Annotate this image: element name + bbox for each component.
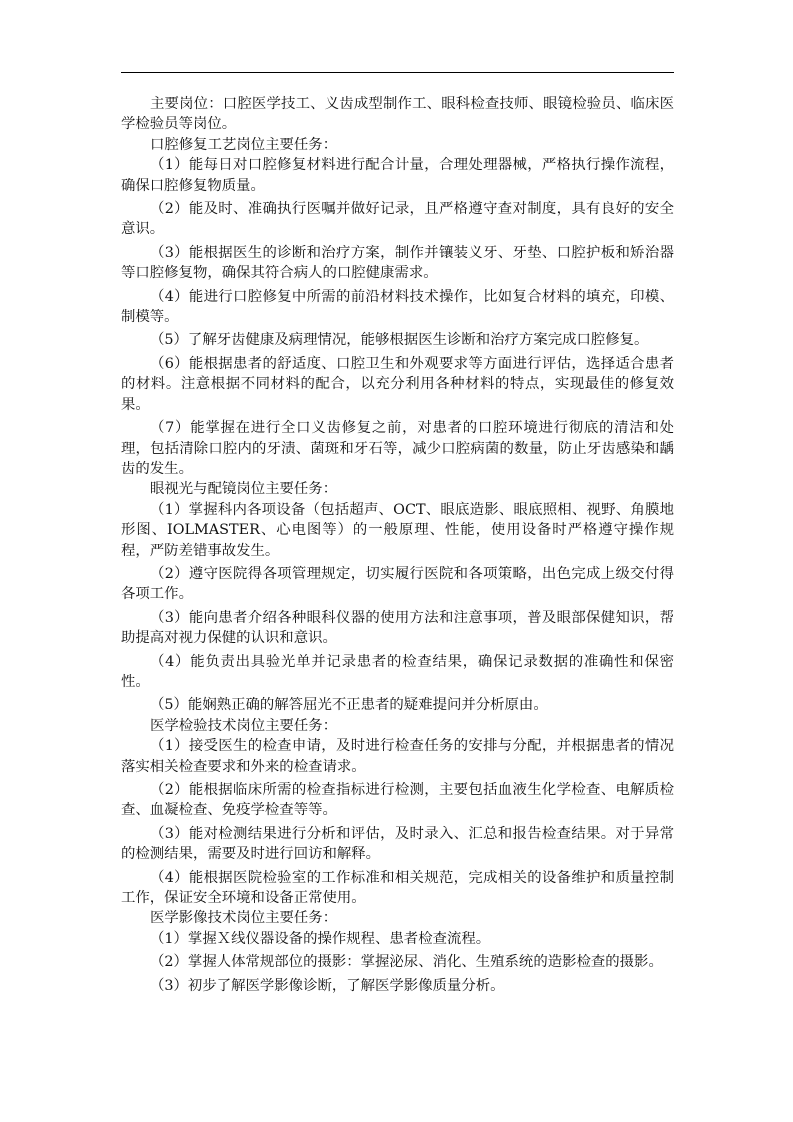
- dental-task-2: （2）能及时、准确执行医嘱并做好记录，且严格遵守查对制度，具有良好的安全意识。: [121, 201, 674, 238]
- imaging-task-3: （3）初步了解医学影像诊断，了解医学影像质量分析。: [150, 977, 505, 994]
- intro-paragraph: 主要岗位：口腔医学技工、义齿成型制作工、眼科检查技师、眼镜检验员、临床医学检验员等岗位。: [121, 96, 674, 133]
- dental-task-7: （7）能掌握在进行全口义齿修复之前，对患者的口腔环境进行彻底的清洁和处理，包括清除口腔内的牙渍、菌斑和牙石等，减少口腔病菌的数量，防止牙齿感染和龋齿的发生。: [121, 420, 674, 477]
- optometry-task-3: （3）能向患者介绍各种眼科仪器的使用方法和注意事项，普及眼部保健知识，帮助提高对视力保健的认识和意识。: [121, 609, 674, 647]
- lab-task-1: （1）接受医生的检查申请，及时进行检查任务的安排与分配，并根据患者的情况落实相关检查要求和外来的检查请求。: [121, 738, 674, 775]
- optometry-task-5: （5）能娴熟正确的解答屈光不正患者的疑难提问并分析原由。: [150, 697, 548, 714]
- header-rule: [121, 72, 674, 73]
- dental-task-5: （5）了解牙齿健康及病理情况，能够根据医生诊断和治疗方案完成口腔修复。: [150, 332, 649, 349]
- optometry-task-2: （2）遵守医院得各项管理规定，切实履行医院和各项策略，出色完成上级交付得各项工作。: [121, 565, 674, 603]
- section-heading-dental: 口腔修复工艺岗位主要任务：: [150, 136, 338, 153]
- dental-task-1: （1）能每日对口腔修复材料进行配合计量，合理处理器械，严格执行操作流程，确保口腔修复物质量。: [121, 157, 674, 194]
- lab-task-4: （4）能根据医院检验室的工作标准和相关规范，完成相关的设备维护和质量控制工作，保证安全环境和设备正常使用。: [121, 869, 674, 907]
- optometry-task-4: （4）能负责出具验光单并记录患者的检查结果，确保记录数据的准确性和保密性。: [121, 653, 674, 690]
- dental-task-4: （4）能进行口腔修复中所需的前沿材料技术操作，比如复合材料的填充，印模、制模等。: [121, 288, 674, 326]
- dental-task-3: （3）能根据医生的诊断和治疗方案，制作并镶装义牙、牙垫、口腔护板和矫治器等口腔修复物，确保其符合病人的口腔健康需求。: [121, 244, 674, 282]
- lab-task-2: （2）能根据临床所需的检查指标进行检测，主要包括血液生化学检查、电解质检查、血凝检查、免疫学检查等等。: [121, 782, 674, 819]
- document-body: [121, 94, 674, 996]
- section-heading-imaging: 医学影像技术岗位主要任务：: [150, 910, 338, 927]
- imaging-task-1: （1）掌握Ｘ线仪器设备的操作规程、患者检查流程。: [150, 930, 491, 947]
- dental-task-6: （6）能根据患者的舒适度、口腔卫生和外观要求等方面进行评估，选择适合患者的材料。注意根据不同材料的配合，以充分利用各种材料的特点，实现最佳的修复效果。: [121, 355, 674, 413]
- section-heading-optometry: 眼视光与配镜岗位主要任务：: [150, 481, 338, 498]
- imaging-task-2: （2）掌握人体常规部位的摄影：掌握泌尿、消化、生殖系统的造影检查的摄影。: [150, 954, 663, 971]
- lab-task-3: （3）能对检测结果进行分析和评估，及时录入、汇总和报告检查结果。对于异常的检测结果，需要及时进行回访和解释。: [121, 825, 674, 863]
- optometry-task-1: （1）掌握科内各项设备（包括超声、OCT、眼底造影、眼底照相、视野、角膜地形图、IOLMASTER、心电图等）的一般原理、性能，使用设备时严格遵守操作规程，严防差错事故发生。: [121, 501, 674, 559]
- section-heading-lab: 医学检验技术岗位主要任务：: [150, 717, 338, 734]
